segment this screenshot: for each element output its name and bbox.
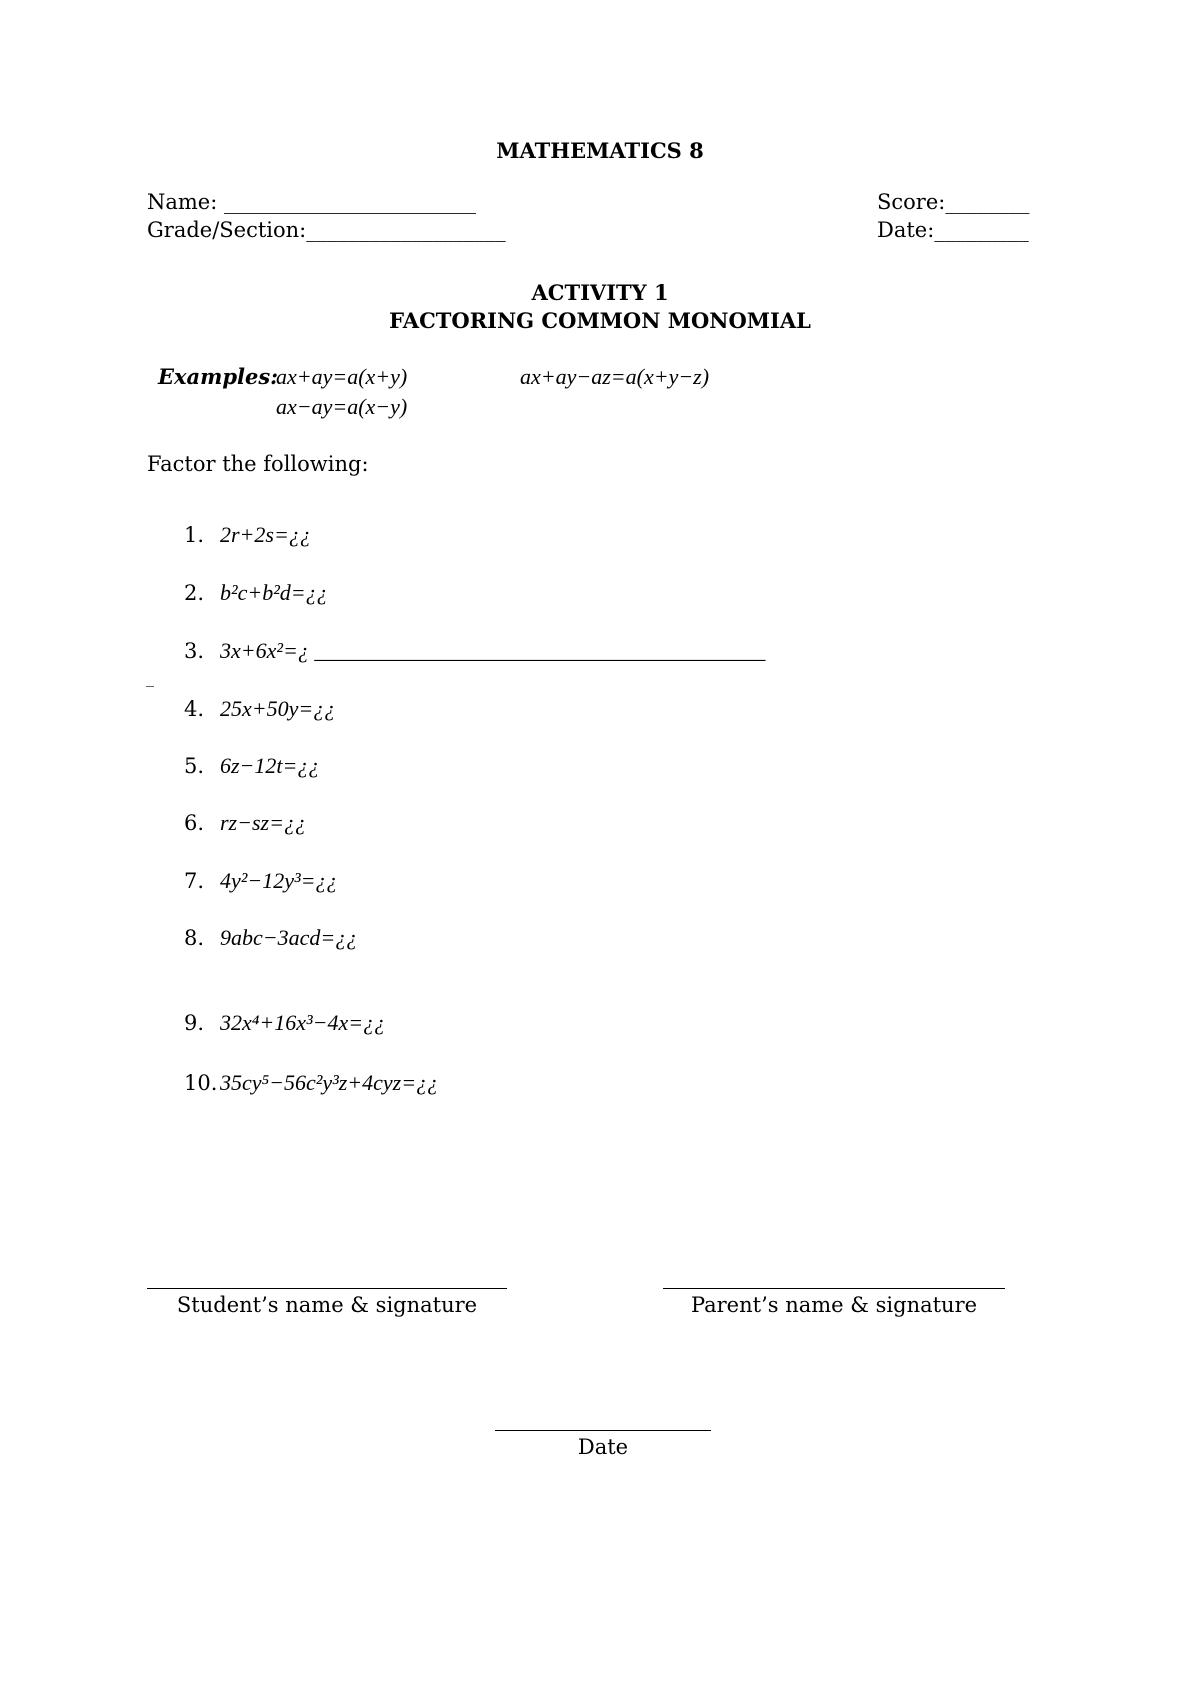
example-3: ax−ay=a(x−y) [276, 394, 408, 419]
item-expression: 32x⁴+16x³−4x=¿¿ [220, 1010, 386, 1035]
list-item [184, 1070, 438, 1096]
instruction-text: Factor the following: [147, 452, 369, 476]
item-expression: b²c+b²d=¿¿ [220, 580, 328, 605]
date-signature-line [495, 1430, 711, 1431]
name-field: Name: ________________________ [147, 190, 476, 214]
item-expression: 4y²−12y³=¿¿ [220, 868, 338, 893]
example-2: ax+ay−az=a(x+y−z) [520, 364, 710, 389]
item-number: 3. [184, 639, 205, 663]
score-field: Score:________ [877, 190, 1030, 214]
item-number: 5. [184, 754, 205, 778]
page-title: MATHEMATICS 8 [496, 138, 704, 163]
list-item [184, 868, 337, 894]
parent-signature-label: Parent’s name & signature [690, 1293, 978, 1317]
date-signature-label: Date [577, 1435, 629, 1459]
item-expression: 25x+50y=¿¿ [220, 696, 336, 721]
item-expression: rz−sz=¿¿ [220, 810, 306, 835]
activity-subtitle: FACTORING COMMON MONOMIAL [389, 308, 811, 333]
item-number: 10. [184, 1071, 218, 1095]
item-expression: 6z−12t=¿¿ [220, 753, 320, 778]
list-item [184, 753, 319, 779]
list-item [184, 522, 311, 548]
item-expression: 35cy⁵−56c²y³z+4cyz=¿¿ [220, 1070, 439, 1095]
list-item [184, 638, 765, 664]
list-item [184, 810, 306, 836]
item-expression: 3x+6x²=¿ _________________________________________ [220, 638, 766, 663]
list-item [184, 1010, 385, 1036]
list-item [184, 580, 328, 606]
item-expression: 9abc−3acd=¿¿ [220, 925, 358, 950]
example-1: ax+ay=a(x+y) [276, 364, 408, 389]
list-item [184, 696, 335, 722]
item-number: 8. [184, 926, 205, 950]
grade-section-field: Grade/Section:___________________ [147, 218, 506, 242]
item-number: 1. [184, 523, 205, 547]
item-number: 6. [184, 811, 205, 835]
item-expression: 2r+2s=¿¿ [220, 522, 311, 547]
examples-label: Examples: [158, 364, 278, 389]
student-signature-line [147, 1288, 507, 1289]
parent-signature-line [663, 1288, 1005, 1289]
date-field: Date:_________ [877, 218, 1029, 242]
activity-title: ACTIVITY 1 [531, 280, 669, 305]
list-item [184, 925, 357, 951]
item-number: 9. [184, 1011, 205, 1035]
student-signature-label: Student’s name & signature [176, 1293, 478, 1317]
item-number: 7. [184, 869, 205, 893]
item-number: 4. [184, 697, 205, 721]
stray-underscore: _ [146, 668, 154, 687]
item-number: 2. [184, 581, 205, 605]
